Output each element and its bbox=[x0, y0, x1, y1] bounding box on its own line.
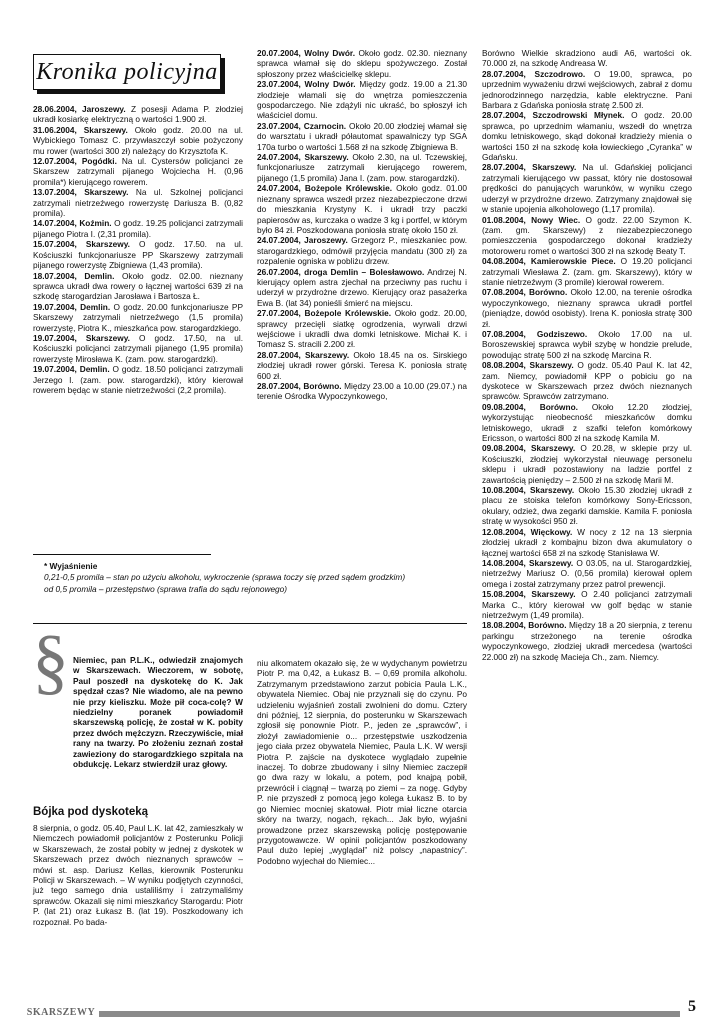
report-text: O godz. 17.50, na ul. Kościuszki policjanci zatrzymali pijanego (1,95 promila) rowerzystę Mirosława K. (zam. pow. starogardzki). bbox=[33, 332, 243, 364]
report-date-place: 13.07.2004, Skarszewy. bbox=[33, 187, 129, 198]
report-entry bbox=[482, 329, 692, 360]
section-title-box bbox=[33, 54, 221, 90]
report-text: O 2.40 policjanci zatrzymali Marka C., który kierował vw golf będąc w stanie nietrzeźwym (1,49 promila). bbox=[482, 589, 692, 620]
report-date-place: 24.07.2004, Jaroszewy. bbox=[257, 235, 348, 246]
report-entry bbox=[33, 104, 243, 125]
explanation-note bbox=[44, 561, 464, 595]
report-date-place: 20.07.2004, Wolny Dwór. bbox=[257, 48, 356, 58]
footer-logo: SKARSZEWY bbox=[23, 1005, 99, 1021]
report-date-place: 10.08.2004, Skarszewy. bbox=[482, 485, 575, 496]
report-text: Na ul. Cystersów policjanci ze Skarszew zatrzymali pijanego Wojciecha H. (0,96 promila*) kierującego rowerem. bbox=[33, 156, 243, 187]
report-text: Na ul. Szkolnej policjanci zatrzymali nietrzeźwego rowerzystę Dariusza B. (0,82 promila). bbox=[33, 187, 243, 219]
footer-bar bbox=[32, 1011, 680, 1017]
article-heading: Bójka pod dyskoteką bbox=[33, 806, 149, 818]
report-entry bbox=[33, 333, 243, 364]
article-divider bbox=[33, 623, 467, 624]
report-text: Około godz. 20.00, sprawcy przecięli siatkę ogrodzenia, wyrwali drzwi wejściowe i ukradli dwa domki letniskowe. Michał K. i Tomasz S. stracili 2.200 zł. bbox=[257, 308, 467, 350]
report-entry bbox=[482, 589, 692, 620]
column-3 bbox=[482, 48, 692, 998]
report-date-place: 07.08.2004, Godziszewo. bbox=[482, 328, 588, 339]
report-entry bbox=[482, 162, 692, 214]
report-entry bbox=[257, 308, 467, 350]
report-text: Około 20.00 złodziej włamał się do warsztatu i ukradł półautomat spawalniczy typ SGA 170a turbo o wartości 1.568 zł na szkodę Zbigniewa B. bbox=[257, 120, 467, 152]
report-entry bbox=[482, 360, 692, 402]
report-entry bbox=[482, 69, 692, 111]
report-text: O godz. 19.25 policjanci zatrzymali pijanego Piotra I. (2,31 promila). bbox=[33, 218, 243, 239]
section-title: Kronika policyjna bbox=[36, 58, 218, 85]
report-text: Około 12.00, na terenie ośrodka wypoczynkowego, nieznany sprawca ukradł portfel (pieniądze, dowód osobisty). Irena K. poniosła stratę 300 zł. bbox=[482, 287, 692, 329]
report-date-place: 04.08.2004, Kamierowskie Piece. bbox=[482, 256, 616, 267]
report-date-place: 18.07.2004, Demlin. bbox=[33, 270, 115, 281]
report-entry bbox=[482, 620, 692, 662]
report-text: Około godz. 20.00 na ul. Wybickiego Tomasz C. przywłaszczył sobie pożyczony mu rower (wartości 300 zł) należący do Krzysztofa K. bbox=[33, 124, 243, 156]
report-text: O godz. 22.00 Szymon K. (zam. gm. Skarszewy) z niezabezpieczonego pomieszczenia gospodarczego dokonał kradzieży motoroweru romet o wartości 300 zł na szkodę Beaty T. bbox=[482, 214, 692, 256]
report-date-place: 12.08.2004, Więckowy. bbox=[482, 526, 573, 537]
note-heading: * Wyjaśnienie bbox=[44, 561, 98, 571]
report-entry bbox=[257, 183, 467, 235]
article-paragraph: niu alkomatem okazało się, że w wydychanym powietrzu Piotr P. ma 0,42, a Łukasz B. – 0,69 promila alkoholu. Zatrzymanym przedstawiono zarzut pobicia Paula L.K., obywatela Niemiec. Obaj nie przyznali się do czynu. Po udzieleniu wyjaśnień zostali zwolnieni do domu. Cztery dni później, 12 sierpnia, do posterunku w Skarszewach zgłosił się ponownie Piotr. P., jeden ze „sprawców”, i złożył zawiadomienie o... przestępstwie uszkodzenia jego ciała przez obywatela Niemiec, Paula L.K. W wersji Piotra P. zajście na dyskotece wyglądało zupełnie inaczej. To dobrze zbudowany i silny Niemiec zaczepił go dwa razy w lokalu, a potem, pod knajpą pobił, przewrócił i ciągnął – twarzą po ziemi – za nogę. Gdyby P. nie przyszedł z pomocą jego kolega Łukasz B. to by go Niemiec mocniej skatował. Piotr miał liczne otarcia skóry na twarzy, nogach, rękach... Jak było, wyjaśni prowadzone przez skarszewską policję postępowanie przygotowawcze. W opinii policjantów poszkodowany Paul dużo lepiej „wyglądał” niż polscy „napastnicy”. Podobno wyjechał do Niemiec... bbox=[257, 658, 467, 866]
lead-paragraph: Niemiec, pan P.L.K., odwiedził znajomych w Skarszewach. Wieczorem, w sobotę, Paul poszedł na dyskotekę do K. Jak spędzał czas? Nie wiadomo, ale na pewno nie przy kieliszku. Może pił coca-colę? W niedzielny poranek powiadomił skarszewską policję, że został w K. pobity przez dwóch mężczyzn. Rzeczywiście, miał rany na twarzy. Po złożeniu zeznań został zawieziony do starogardzkiego szpitala na obdukcję. Lekarz stwierdził uraz głowy. bbox=[73, 655, 243, 770]
report-entry bbox=[257, 350, 467, 381]
report-date-place: 19.07.2004, Demlin. bbox=[33, 301, 111, 312]
report-text: O godz. 18.50 policjanci zatrzymali Jerzego I. (zam. pow. starogardzki), który kierował rowerem będąc w stanie nietrzeźwości (2,2 promila). bbox=[33, 364, 243, 395]
report-text: Około 2.30, na ul. Tczewskiej, funkcjonariusze zatrzymali kierującego rowerem, pijanego (1,5 promila) Jana I. (zam. pow. starogardzki). bbox=[257, 152, 467, 183]
note-line-2: od 0,5 promila – przestępstwo (sprawa trafia do sądu rejonowego) bbox=[44, 583, 288, 594]
report-entry bbox=[482, 110, 692, 162]
report-text: O 19.20 policjanci zatrzymali Wiesława Ż. (zam. gm. Skarszewy), który w stanie nietrzeźwym (3 promile) kierował rowerem. bbox=[482, 256, 692, 287]
page-number: 5 bbox=[688, 998, 696, 1015]
column-1 bbox=[33, 104, 243, 550]
report-text: Między 18 a 20 sierpnia, z terenu parkingu strzeżonego na terenie ośrodka wypoczynkowego, złodziej ukradł mercedesa (wartości 22.000 zł) na szkodę Macieja Ch., zam. Niemcy. bbox=[482, 620, 692, 662]
report-entry bbox=[257, 381, 467, 402]
report-text: O 03.05, na ul. Starogardzkiej, nietrzeźwy Mariusz O. (0,56 promila) kierował oplem omega i został zatrzymany przez patrol prewencji. bbox=[482, 557, 692, 589]
report-entry bbox=[33, 187, 243, 218]
report-text: O 19.00, sprawca, po uprzednim wyważeniu drzwi wejściowych, zabrał z domu jednorodzinnego narzędzia, kable elektryczne. Pani Barbara z Gdańska poniosła stratę 2.500 zł. bbox=[482, 68, 692, 111]
note-divider bbox=[33, 554, 211, 555]
report-date-place: 28.07.2004, Borówno. bbox=[257, 381, 342, 391]
report-entry bbox=[257, 267, 467, 309]
report-date-place: 28.07.2004, Szczodrowo. bbox=[482, 68, 586, 79]
report-text: W nocy z 12 na 13 sierpnia złodziej ukradł z kombajnu bizon dwa akumulatory o łącznej wartości 658 zł na szkodę Stanisława W. bbox=[482, 526, 692, 558]
report-date-place: 08.08.2004, Skarszewy. bbox=[482, 360, 574, 371]
report-entry bbox=[257, 79, 467, 121]
report-entry bbox=[257, 235, 467, 266]
report-entry bbox=[482, 256, 692, 287]
report-date-place: 19.07.2004, Skarszewy. bbox=[33, 332, 130, 343]
report-text: Około godz. 02.30. nieznany sprawca włamał się do sklepu spożywczego. Został spłoszony przez właścicielkę sklepu. bbox=[257, 48, 467, 79]
report-date-place: 28.07.2004, Szczodrowski Młynek. bbox=[482, 110, 625, 121]
report-date-place: 26.07.2004, droga Demlin – Bolesławowo. bbox=[257, 266, 425, 277]
report-entry bbox=[482, 443, 692, 485]
report-text: Około godz. 02.00. nieznany sprawca ukradł dwa rowery o łącznej wartości 639 zł na szkodę starogardzian Jarosława i Bartosza Ł. bbox=[33, 270, 243, 302]
report-entry bbox=[482, 527, 692, 558]
report-date-place: 24.07.2004, Bożepole Królewskie. bbox=[257, 183, 392, 194]
report-date-place: 09.08.2004, Borówno. bbox=[482, 401, 578, 412]
report-entry bbox=[33, 156, 243, 187]
report-date-place: 28.06.2004, Jaroszewy. bbox=[33, 104, 126, 114]
report-text: Między 23.00 a 10.00 (29.07.) na terenie Ośrodka Wypoczynkowego, bbox=[257, 381, 467, 402]
report-date-place: 01.08.2004, Nowy Wiec. bbox=[482, 214, 581, 225]
report-date-place: 28.07.2004, Skarszewy. bbox=[257, 349, 350, 360]
report-date-place: 28.07.2004, Skarszewy. bbox=[482, 162, 577, 173]
report-date-place: 07.08.2004, Borówno. bbox=[482, 287, 568, 298]
report-entry bbox=[33, 218, 243, 239]
report-entry bbox=[482, 215, 692, 257]
report-date-place: 18.08.2004, Borówno. bbox=[482, 620, 567, 631]
report-entry bbox=[33, 125, 243, 156]
report-entry bbox=[482, 485, 692, 527]
report-date-place: 09.08.2004, Skarszewy. bbox=[482, 443, 576, 454]
article-body-part-1 bbox=[33, 823, 243, 927]
report-date-place: 27.07.2004, Bożepole Królewskie. bbox=[257, 308, 392, 319]
report-entry bbox=[33, 364, 243, 395]
report-date-place: 14.08.2004, Skarszewy. bbox=[482, 557, 574, 568]
report-text: Andrzej N. kierujący oplem astra zjechał na przeciwny pas ruchu i uderzył w przydrożne drzewo. Kierujący oraz pasażerka Ewa B. (lat 34) ponieśli śmierć na miejscu. bbox=[257, 266, 467, 308]
report-date-place: 19.07.2004, Demlin. bbox=[33, 364, 110, 375]
report-text: O godz. 17.50. na ul. Kościuszki funkcjonariusze PP Skarszewy zatrzymali pijanego rowerzystę Zbigniewa (1,43 promila). bbox=[33, 239, 243, 271]
report-entry bbox=[33, 271, 243, 302]
report-text: Borówno Wielkie skradziono audi A6, wartości ok. 70.000 zł, na szkodę Andreasa W. bbox=[482, 48, 692, 69]
article-lead bbox=[33, 655, 243, 769]
report-text: O godz. 20.00 funkcjonariusze PP Skarszewy zatrzymali nietrzeźwego (1,5 promila) rowerzystę, Piotra K., mieszkańca pow. starogardzkiego. bbox=[33, 301, 243, 333]
report-text: Około 18.45 na os. Sirskiego złodziej ukradł rower górski. Teresa K. poniosła stratę 600 zł. bbox=[257, 349, 467, 381]
report-date-place: 14.07.2004, Koźmin. bbox=[33, 218, 112, 229]
section-sign-icon: § bbox=[32, 621, 69, 703]
report-date-place: 23.07.2004, Wolny Dwór. bbox=[257, 79, 356, 90]
report-entry bbox=[257, 121, 467, 152]
report-entry bbox=[257, 152, 467, 183]
column-2 bbox=[257, 48, 467, 552]
report-entry bbox=[482, 48, 692, 69]
report-text: Z posesji Adama P. złodziej ukradł kosiarkę elektryczną o wartości 1.900 zł. bbox=[33, 104, 243, 125]
report-entry bbox=[482, 558, 692, 589]
report-date-place: 15.08.2004, Skarszewy. bbox=[482, 589, 576, 600]
report-date-place: 15.07.2004, Skarszewy. bbox=[33, 239, 130, 250]
report-text: O godz. 20.00 sprawca, po uprzednim włamaniu, wszedł do wnętrza domku letniskowego, skąd dokonał kradzieży mienia o wartości 150 zł na szkodę koła łowieckiego „Cyranka” w Gdańsku. bbox=[482, 110, 692, 163]
report-text: O godz. 05.40 Paul K. lat 42, zam. Niemcy, powiadomił KPP o pobiciu go na dyskotece w Skarszewach przez dwóch nieznanych sprawców. Sprawców zatrzymano. bbox=[482, 360, 692, 402]
report-entry bbox=[33, 302, 243, 333]
report-entry bbox=[482, 402, 692, 444]
report-text: Grzegorz P., mieszkaniec pow. starogardzkiego, odmówił przyjęcia mandatu (300 zł) za rozpalenie ogniska w pobliżu drzew. bbox=[257, 235, 467, 267]
report-date-place: 12.07.2004, Pogódki. bbox=[33, 156, 117, 167]
report-text: Między godz. 19.00 a 21.30 złodzieje włamali się do wnętrza pomieszczenia gospodarczego. Nie zdążyli nic ukraść, bo spłoszył ich właściciel domu. bbox=[257, 79, 467, 121]
article-paragraph: 8 sierpnia, o godz. 05.40, Paul L.K. lat 42, zamieszkały w Niemczech powiadomił policjantów z Posterunku Policji w Skarszewach, że został pobity w jednej z dyskotek w Skarszewach przez dwóch nieznanych sprawców – mówi st. asp. Dariusz Kellas, kierownik Posterunku Policji w Skarszewach. – W wyniku podjętych czynności, już tego samego dnia ustaliliśmy i zatrzymaliśmy sprawców. Okazali się nimi mieszkańcy Starogardu: Piotr P. (lat 21) oraz Łukasz B. (lat 19). Poszkodowany ich rozpoznał. Po bada- bbox=[33, 823, 243, 927]
report-text: O 20.28, w sklepie przy ul. Kościuszki, złodziej wykorzystał nieuwagę personelu sklepu i ukradł pozostawiony na ladzie portfel z zawartością pieniędzy – 2.500 zł na szkodę Marii M. bbox=[482, 443, 692, 485]
report-entry bbox=[33, 239, 243, 270]
report-entry bbox=[482, 287, 692, 329]
report-date-place: 24.07.2004, Skarszewy. bbox=[257, 152, 349, 163]
report-date-place: 23.07.2004, Czarnocin. bbox=[257, 120, 347, 131]
note-line-1: 0,21-0,5 promila – stan po użyciu alkoholu, wykroczenie (sprawa toczy się przed sądem grodzkim) bbox=[44, 572, 406, 583]
report-text: Na ul. Gdańskiej policjanci zatrzymali kierującego vw passat, który nie dostosował prędkości do panujących warunków, w wyniku czego uderzył w przydrożne drzewo. Zatrzymany znajdował się w stanie upojenia alkoholowego (1,17 promila). bbox=[482, 162, 692, 215]
report-date-place: 31.06.2004, Skarszewy. bbox=[33, 124, 128, 135]
report-entry bbox=[257, 48, 467, 79]
report-text: Około 12.20 złodziej, wykorzystując nieobecność mieszkańców domku letniskowego, ukradł z szafki telefon komórkowy Ericsson, o wartości 800 zł na szkodę Kamila M. bbox=[482, 401, 692, 444]
report-text: Około 15.30 złodziej ukradł z placu ze stoiska telefon komórkowy Sony-Ericsson, okulary, odzież, dwa zegarki damskie. Kamila F. poniosła stratę w wysokości 950 zł. bbox=[482, 485, 692, 527]
article-body-part-2 bbox=[257, 658, 467, 866]
report-text: Około godz. 01.00 nieznany sprawca wszedł przez niezabezpieczone drzwi do mieszkania Krystyny K. i ukradł trzy paczki papierosów as, kurczaka o wadze 3 kg i portfel, w którym było 84 zł. Poszkodowana poniosła stratę około 150 zł. bbox=[257, 183, 467, 235]
report-text: Około 17.00 na ul. Boroszewskiej sprawca wybił szybę w hondzie prelude, powodując stratę 500 zł na szkodę Marcina R. bbox=[482, 328, 692, 360]
